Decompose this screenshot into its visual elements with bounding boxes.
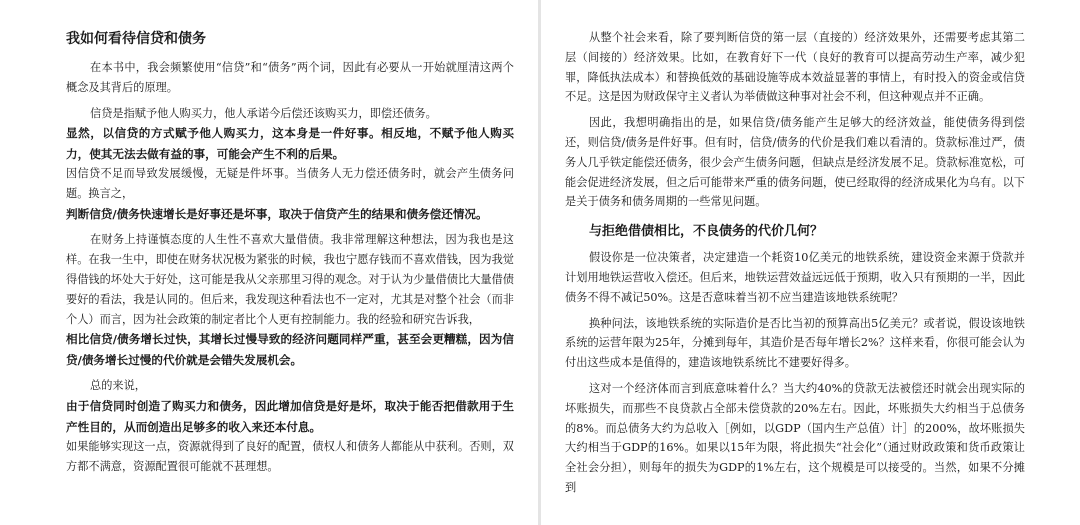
paragraph: 在本书中，我会频繁使用“信贷”和“债务”两个词，因此有必要从一开始就厘清这两个概念及其背后的原理。 xyxy=(66,61,514,94)
bold-paragraph: 由于信贷同时创造了购买力和债务，因此增加信贷是好是坏，取决于能否把借款用于生产性目的，从而创造出足够多的收入来还本付息。 xyxy=(66,399,514,434)
section-heading: 与拒绝借债相比，不良债务的代价几何？ xyxy=(589,224,824,240)
bold-paragraph: 相比信贷/债务增长过快，其增长过慢导致的经济问题同样严重，甚至会更糟糕，因为信贷/债务增长过慢的代价就是会错失发展机会。 xyxy=(66,332,514,367)
paragraph: 因信贷不足而导致发展缓慢，无疑是件坏事。当债务人无力偿还债务时，就会产生债务问题。换言之， xyxy=(66,167,514,201)
left-page-text xyxy=(66,28,514,477)
paragraph: 总的来说， xyxy=(90,379,146,393)
paragraph: 这对一个经济体而言到底意味着什么？当大约40%的贷款无法被偿还时就会出现实际的坏账损失，而那些不良贷款占全部未偿贷款的20%左右。因此，坏账损失大约相当于总债务的8%。而总债务大约为总收入［例如，以GDP（国内生产总值）计］的200%，故坏账损失大约相当于GDP的16%。如果以15年为限，将此损失“社会化”（通过财政政策和货币政策让全社会分担），则每年的损失为GDP的1%左右，这个规模是可以接受的。当然，如果不分摊到 xyxy=(565,381,1025,494)
paragraph: 如果能够实现这一点，资源就得到了良好的配置，债权人和债务人都能从中获利。否则，双方都不满意，资源配置很可能就不甚理想。 xyxy=(66,440,514,474)
paragraph: 信贷是指赋予他人购买力，他人承诺今后偿还该购买力，即偿还债务。 xyxy=(90,106,437,120)
right-page-text xyxy=(565,28,1025,498)
section-heading: 我如何看待信贷和债务 xyxy=(66,31,206,47)
paragraph: 换种问法，该地铁系统的实际造价是否比当初的预算高出5亿美元？或者说，假设该地铁系统的运营年限为25年，分摊到每年，其造价是否每年增长2%？这样来看，你很可能会认为付出这些成本是值得的，建造该地铁系统比不建要好得多。 xyxy=(565,316,1025,370)
right-page xyxy=(541,0,1080,525)
paragraph: 假设你是一位决策者，决定建造一个耗资10亿美元的地铁系统，建设资金来源于贷款并计划用地铁运营收入偿还。但后来，地铁运营效益远远低于预期，收入只有预期的一半，因此债务不得不减记50%。这是否意味着当初不应当建造该地铁系统呢？ xyxy=(565,251,1025,304)
left-page xyxy=(0,0,538,525)
bold-paragraph: 判断信贷/债务快速增长是好事还是坏事，取决于信贷产生的结果和债务偿还情况。 xyxy=(66,206,488,221)
paragraph: 在财务上持谨慎态度的人生性不喜欢大量借债。我非常理解这种想法，因为我也是这样。在我一生中，即使在财务状况极为紧张的时候，我也宁愿存钱而不喜欢借钱，因为我觉得借钱的坏处大于好处，这可能是我从父亲那里习得的观念。对于认为少量借债比大量借债要好的看法，我是认同的。但后来，我发现这种看法也不一定对，尤其是对整个社会（而非个人）而言，因为社会政策的制定者比个人更有控制能力。我的经验和研究告诉我， xyxy=(66,233,514,326)
paragraph: 从整个社会来看，除了要判断信贷的第一层（直接的）经济效果外，还需要考虑其第二层（间接的）经济效果。比如，在教育好下一代（良好的教育可以提高劳动生产率，减少犯罪，降低执法成本）和替换低效的基础设施等成本效益显著的事情上，有时投入的资金或信贷不足。这是因为财政保守主义者认为举债做这种事对社会不利，但这种观点并不正确。 xyxy=(565,31,1025,104)
paragraph: 因此，我想明确指出的是，如果信贷/债务能产生足够大的经济效益，能使债务得到偿还，则信贷/债务是件好事。但有时，信贷/债务的代价是我们难以看清的。贷款标准过严，债务人几乎铁定能偿还债务，很少会产生债务问题，但缺点是经济发展不足。贷款标准宽松，可能会促进经济发展，但之后可能带来严重的债务问题，使已经取得的经济成果化为乌有。以下是关于债务和债务周期的一些常见问题。 xyxy=(565,116,1025,209)
bold-paragraph: 显然，以信贷的方式赋予他人购买力，这本身是一件好事。相反地，不赋予他人购买力，使其无法去做有益的事，可能会产生不利的后果。 xyxy=(66,126,514,161)
